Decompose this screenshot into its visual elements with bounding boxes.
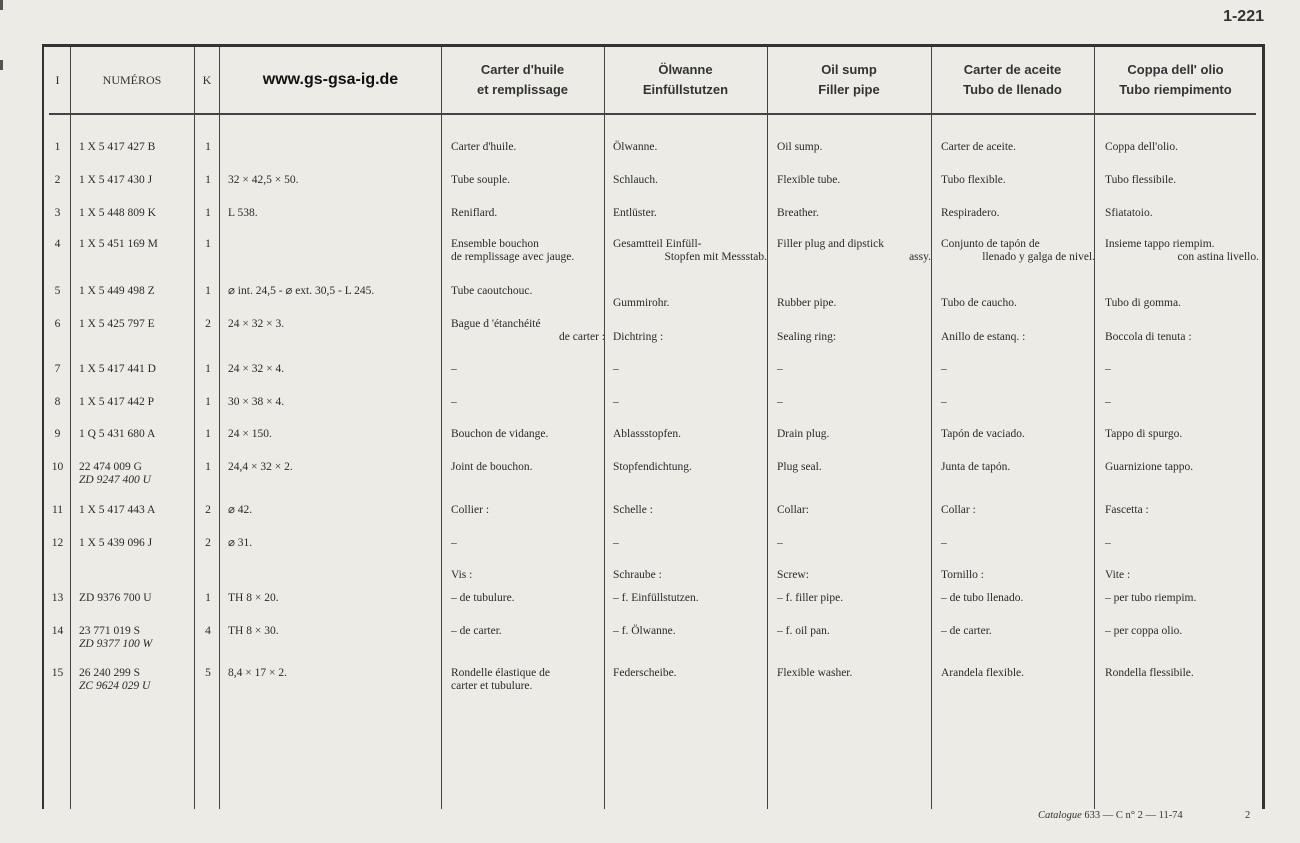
desc-french [451, 504, 605, 517]
desc-italian-line: Tubo di gomma. [1105, 297, 1181, 309]
quantity: 5 [205, 667, 211, 679]
part-number [79, 667, 199, 693]
desc-italian [1105, 461, 1259, 474]
row-index: 11 [51, 504, 64, 516]
desc-english [777, 667, 931, 680]
desc-french [451, 174, 605, 187]
part-number [79, 625, 199, 651]
desc-english-line: Sealing ring: [777, 331, 837, 343]
desc-spanish-line: Collar : [941, 504, 976, 516]
desc-italian-line: Tappo di spurgo. [1105, 428, 1183, 440]
desc-spanish [941, 625, 1095, 638]
desc-german-line: Schlauch. [613, 174, 659, 186]
desc-german [613, 625, 767, 638]
desc-spanish-line: – [941, 363, 947, 375]
part-number [79, 285, 199, 298]
desc-french [451, 625, 605, 638]
desc-french-line: Rondelle élastique de [451, 667, 550, 679]
desc-french-line: – de carter. [451, 625, 502, 637]
desc-german-line: – [613, 537, 619, 549]
desc-italian [1105, 174, 1259, 187]
desc-french [451, 537, 605, 550]
header-line: Ölwanne [658, 62, 713, 77]
desc-french [451, 461, 605, 474]
dimensions: ⌀ int. 24,5 - ⌀ ext. 30,5 - L 245. [228, 285, 375, 297]
row-index: 6 [54, 318, 61, 330]
part-number [79, 141, 199, 154]
desc-italian-line: – per coppa olio. [1105, 625, 1183, 637]
header-line: Coppa dell' olio [1127, 62, 1224, 77]
desc-english [777, 141, 931, 154]
part-number-line: 1 Q 5 431 680 A [79, 428, 156, 440]
dimensions: 24,4 × 32 × 2. [228, 461, 293, 473]
desc-spanish [941, 141, 1095, 154]
dimensions: TH 8 × 20. [228, 592, 279, 604]
part-number-line: 1 X 5 417 427 B [79, 141, 156, 153]
desc-spanish [941, 174, 1095, 187]
desc-spanish [941, 428, 1095, 441]
edge-mark [0, 0, 3, 10]
desc-italian [1105, 537, 1259, 550]
desc-spanish-line: Tubo de caucho. [941, 297, 1017, 309]
quantity: 1 [205, 238, 211, 250]
header-line: Carter d'huile [480, 62, 565, 77]
desc-spanish [941, 297, 1095, 310]
desc-english-line: – f. filler pipe. [777, 592, 844, 604]
desc-english-line: Flexible washer. [777, 667, 853, 679]
desc-english-line: – [777, 363, 783, 375]
edge-mark [0, 60, 3, 70]
part-number [79, 428, 199, 441]
desc-french [451, 318, 605, 344]
dimensions: TH 8 × 30. [228, 625, 279, 637]
footer-catalogue-word: Catalogue [1038, 810, 1082, 821]
part-number [79, 592, 199, 605]
desc-spanish-line: Carter de aceite. [941, 141, 1017, 153]
desc-german [613, 569, 767, 582]
desc-italian-line: – [1105, 396, 1111, 408]
row-index: 4 [54, 238, 61, 250]
header-line: Filler pipe [818, 82, 880, 97]
desc-italian-line: Rondella flessibile. [1105, 667, 1194, 679]
desc-french [451, 141, 605, 154]
desc-english [777, 331, 931, 344]
part-number-line: 1 X 5 451 169 M [79, 238, 158, 250]
desc-italian [1105, 331, 1259, 344]
desc-german [613, 297, 767, 310]
quantity: 4 [205, 625, 211, 637]
desc-german-line: Federscheibe. [613, 667, 677, 679]
quantity: 1 [205, 461, 211, 473]
desc-german-line: Stopfen mit Messstab. [664, 251, 767, 263]
desc-french-line: carter et tubulure. [451, 680, 533, 692]
desc-german-line: Gesamtteil Einfüll- [613, 238, 702, 250]
desc-french [451, 285, 605, 298]
desc-english [777, 428, 931, 441]
desc-italian-line: con astina livello. [1177, 251, 1259, 263]
desc-italian-line: Fascetta : [1105, 504, 1149, 516]
desc-english-line: Plug seal. [777, 461, 822, 473]
part-number-line: 1 X 5 417 430 J [79, 174, 153, 186]
desc-spanish [941, 667, 1095, 680]
desc-italian-line: Sfiatatoio. [1105, 207, 1153, 219]
row-index: 1 [54, 141, 61, 153]
desc-french-line: Bouchon de vidange. [451, 428, 549, 440]
dimensions: L 538. [228, 207, 258, 219]
page-number: 1-221 [1223, 8, 1264, 25]
footer-page-number: 2 [1245, 810, 1251, 821]
desc-spanish-line: – de tubo llenado. [941, 592, 1024, 604]
desc-english-line: Breather. [777, 207, 819, 219]
desc-italian-line: Guarnizione tappo. [1105, 461, 1194, 473]
header-line: Einfüllstutzen [642, 82, 729, 97]
desc-french-line: Reniflard. [451, 207, 498, 219]
desc-german [613, 592, 767, 605]
quantity: 1 [205, 592, 211, 604]
desc-spanish-line: Tapón de vaciado. [941, 428, 1025, 440]
desc-french [451, 238, 605, 264]
desc-english [777, 592, 931, 605]
desc-spanish [941, 592, 1095, 605]
dimensions: 24 × 32 × 3. [228, 318, 285, 330]
desc-german-line: Ölwanne. [613, 141, 658, 153]
desc-english-line: Rubber pipe. [777, 297, 837, 309]
row-index: 15 [51, 667, 64, 679]
desc-italian [1105, 297, 1259, 310]
part-number [79, 461, 199, 487]
desc-french-line: Collier : [451, 504, 490, 516]
desc-italian [1105, 238, 1259, 264]
desc-italian-line: Tubo flessibile. [1105, 174, 1177, 186]
header-line: Carter de aceite [963, 62, 1062, 77]
header-col-k: K [202, 72, 212, 87]
quantity: 2 [205, 504, 211, 516]
desc-italian-line: Coppa dell'olio. [1105, 141, 1178, 153]
dimensions: 32 × 42,5 × 50. [228, 174, 299, 186]
desc-english-line: Collar: [777, 504, 809, 516]
quantity: 1 [205, 141, 211, 153]
part-number-line: 1 X 5 449 498 Z [79, 285, 155, 297]
desc-english-line: – f. oil pan. [777, 625, 830, 637]
desc-italian [1105, 592, 1259, 605]
row-index: 8 [54, 396, 61, 408]
part-number [79, 318, 199, 331]
header-col-numeros: NUMÉROS [102, 72, 162, 87]
desc-german-line: – [613, 363, 619, 375]
desc-german-line: Stopfendichtung. [613, 461, 692, 473]
part-number-line: ZD 9377 100 W [79, 638, 153, 650]
quantity: 1 [205, 285, 211, 297]
dimensions: 24 × 32 × 4. [228, 363, 285, 375]
desc-french-line: – [451, 363, 457, 375]
desc-english-line: Flexible tube. [777, 174, 841, 186]
desc-french-line: – de tubulure. [451, 592, 515, 604]
desc-italian-line: – [1105, 537, 1111, 549]
desc-italian-line: Vite : [1105, 569, 1131, 581]
desc-french [451, 667, 605, 693]
desc-english [777, 174, 931, 187]
part-number-line: 1 X 5 417 441 D [79, 363, 156, 375]
desc-spanish-line: – [941, 396, 947, 408]
website-watermark: www.gs-gsa-ig.de [262, 71, 399, 88]
desc-english-line: assy. [909, 251, 931, 263]
desc-spanish-line: Respiradero. [941, 207, 1000, 219]
desc-english [777, 537, 931, 550]
dimensions: ⌀ 31. [228, 537, 253, 549]
desc-french-line: Tube souple. [451, 174, 510, 186]
desc-spanish [941, 461, 1095, 474]
desc-italian-line: – per tubo riempim. [1105, 592, 1197, 604]
desc-german-line: – f. Ölwanne. [613, 625, 676, 637]
desc-spanish [941, 569, 1095, 582]
desc-english [777, 363, 931, 376]
row-index: 9 [54, 428, 61, 440]
desc-spanish-line: Junta de tapón. [941, 461, 1011, 473]
header-line: et remplissage [476, 82, 569, 97]
desc-english-line: – [777, 396, 783, 408]
row-index: 7 [54, 363, 61, 375]
part-number [79, 174, 199, 187]
desc-german [613, 141, 767, 154]
quantity: 1 [205, 428, 211, 440]
row-index: 14 [51, 625, 64, 637]
desc-english [777, 297, 931, 310]
desc-spanish-line: Conjunto de tapón de [941, 238, 1040, 250]
desc-french-line: – [451, 537, 457, 549]
quantity: 2 [205, 537, 211, 549]
desc-spanish-line: – [941, 537, 947, 549]
desc-french-line: Vis : [451, 569, 473, 581]
part-number [79, 537, 199, 550]
desc-french-line: Bague d 'étanchéité [451, 318, 541, 330]
part-number-line: 1 X 5 417 443 A [79, 504, 156, 516]
desc-spanish-line: Arandela flexible. [941, 667, 1025, 679]
desc-french-line: Tube caoutchouc. [451, 285, 533, 297]
part-number-line: 1 X 5 425 797 E [79, 318, 155, 330]
quantity: 1 [205, 363, 211, 375]
desc-spanish [941, 537, 1095, 550]
header-line: Tubo de llenado [963, 82, 1062, 97]
desc-italian [1105, 141, 1259, 154]
row-index: 2 [54, 174, 61, 186]
part-number-line: 1 X 5 417 442 P [79, 396, 155, 408]
desc-spanish-line: Tornillo : [941, 569, 984, 581]
desc-italian [1105, 504, 1259, 517]
desc-french-line: de remplissage avec jauge. [451, 251, 575, 263]
desc-french-line: Joint de bouchon. [451, 461, 533, 473]
desc-spanish-line: llenado y galga de nivel. [982, 251, 1095, 263]
desc-italian-line: Boccola di tenuta : [1105, 331, 1192, 343]
header-line: Tubo riempimento [1119, 82, 1232, 97]
part-number-line: ZC 9624 029 U [79, 680, 151, 692]
desc-french [451, 569, 605, 582]
parts-table [42, 44, 1265, 809]
desc-french-line: Ensemble bouchon [451, 238, 539, 250]
desc-italian [1105, 625, 1259, 638]
part-number-line: 1 X 5 448 809 K [79, 207, 156, 219]
row-index: 12 [51, 537, 64, 549]
part-number [79, 396, 199, 409]
desc-french [451, 363, 605, 376]
desc-german-line: – [613, 396, 619, 408]
desc-spanish [941, 207, 1095, 220]
desc-spanish [941, 504, 1095, 517]
part-number-line: ZD 9376 700 U [79, 592, 152, 604]
desc-english [777, 625, 931, 638]
desc-english [777, 396, 931, 409]
desc-spanish-line: – de carter. [941, 625, 992, 637]
quantity: 1 [205, 396, 211, 408]
desc-italian [1105, 207, 1259, 220]
desc-english-line: Screw: [777, 569, 809, 581]
part-number-line: 23 771 019 S [79, 625, 141, 637]
desc-german-line: Schraube : [613, 569, 662, 581]
dimensions: 24 × 150. [228, 428, 272, 440]
quantity: 1 [205, 174, 211, 186]
desc-english [777, 461, 931, 474]
desc-german [613, 238, 767, 264]
desc-english [777, 569, 931, 582]
desc-english [777, 207, 931, 220]
table-body [44, 47, 1262, 809]
desc-spanish [941, 363, 1095, 376]
desc-german [613, 667, 767, 680]
quantity: 2 [205, 318, 211, 330]
desc-italian [1105, 363, 1259, 376]
part-number [79, 207, 199, 220]
desc-french-line: de carter : [559, 331, 605, 343]
desc-german [613, 396, 767, 409]
part-number [79, 504, 199, 517]
desc-spanish-line: Anillo de estanq. : [941, 331, 1026, 343]
desc-english-line: Drain plug. [777, 428, 830, 440]
desc-english-line: Filler plug and dipstick [777, 238, 885, 250]
desc-italian [1105, 667, 1259, 680]
desc-german-line: Gummirohr. [613, 297, 670, 309]
part-number [79, 363, 199, 376]
row-index: 13 [51, 592, 64, 604]
catalogue-footer [1038, 810, 1183, 821]
desc-french-line: Carter d'huile. [451, 141, 517, 153]
dimensions: 30 × 38 × 4. [228, 396, 285, 408]
desc-german [613, 537, 767, 550]
desc-english [777, 504, 931, 517]
desc-german-line: Entlüster. [613, 207, 657, 219]
part-number-line: 26 240 299 S [79, 667, 141, 679]
desc-english [777, 238, 931, 264]
header-line: Oil sump [821, 62, 877, 77]
desc-french [451, 396, 605, 409]
desc-french [451, 428, 605, 441]
desc-italian-line: – [1105, 363, 1111, 375]
desc-italian-line: Insieme tappo riempim. [1105, 238, 1215, 250]
desc-german-line: Schelle : [613, 504, 653, 516]
row-index: 3 [54, 207, 61, 219]
desc-french [451, 592, 605, 605]
row-index: 10 [51, 461, 64, 473]
desc-spanish-line: Tubo flexible. [941, 174, 1006, 186]
desc-german-line: Ablassstopfen. [613, 428, 682, 440]
desc-italian [1105, 428, 1259, 441]
desc-english-line: Oil sump. [777, 141, 823, 153]
desc-spanish [941, 396, 1095, 409]
desc-german [613, 174, 767, 187]
desc-french-line: – [451, 396, 457, 408]
part-number-line: 22 474 009 G [79, 461, 142, 473]
desc-german [613, 331, 767, 344]
dimensions: 8,4 × 17 × 2. [228, 667, 287, 679]
dimensions: ⌀ 42. [228, 504, 253, 516]
desc-spanish [941, 238, 1095, 264]
desc-german [613, 504, 767, 517]
desc-french [451, 207, 605, 220]
part-number-line: 1 X 5 439 096 J [79, 537, 153, 549]
desc-german-line: – f. Einfüllstutzen. [613, 592, 699, 604]
row-index: 5 [54, 285, 61, 297]
footer-catalogue-text: 633 — C n° 2 — 11-74 [1084, 810, 1183, 821]
desc-german [613, 363, 767, 376]
part-number-line: ZD 9247 400 U [79, 474, 151, 486]
quantity: 1 [205, 207, 211, 219]
header-col-i: I [55, 72, 60, 87]
desc-german [613, 461, 767, 474]
desc-german [613, 428, 767, 441]
desc-italian [1105, 396, 1259, 409]
part-number [79, 238, 199, 251]
desc-english-line: – [777, 537, 783, 549]
desc-spanish [941, 331, 1095, 344]
desc-german-line: Dichtring : [613, 331, 664, 343]
desc-italian [1105, 569, 1259, 582]
desc-german [613, 207, 767, 220]
